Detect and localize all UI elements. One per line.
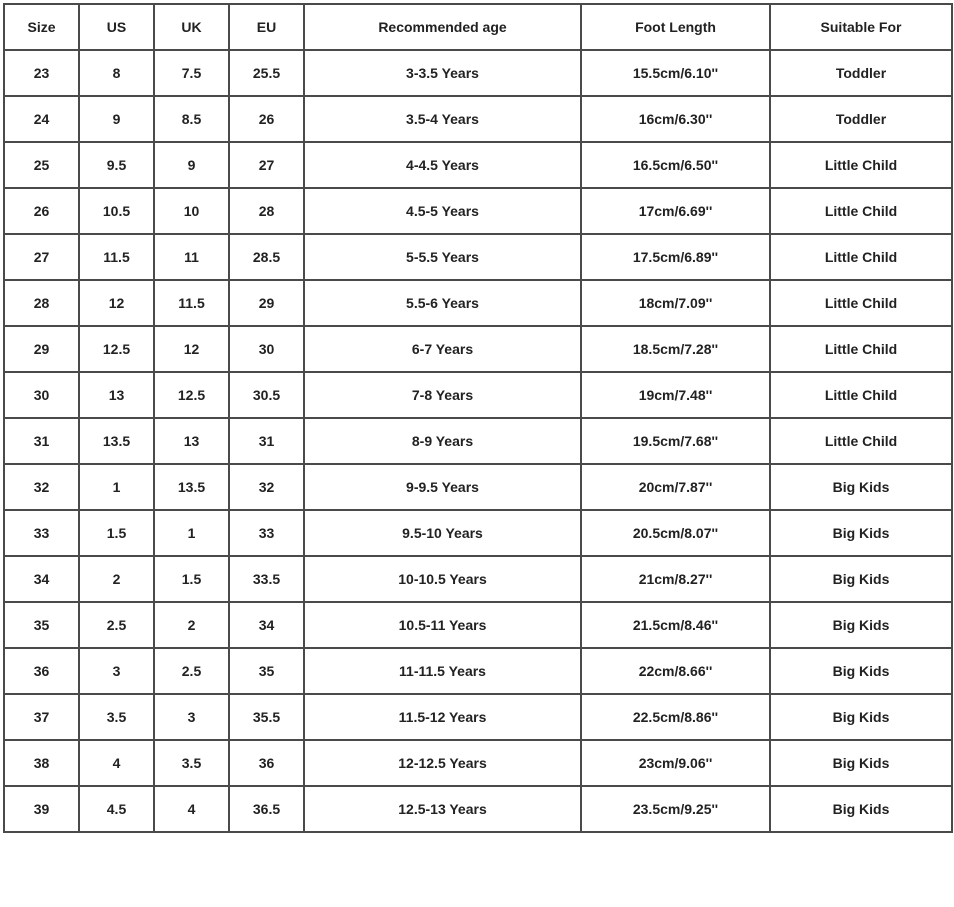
cell-size: 39 xyxy=(4,786,79,832)
cell-size: 33 xyxy=(4,510,79,556)
cell-us: 11.5 xyxy=(79,234,154,280)
cell-suitable-for: Toddler xyxy=(770,96,952,142)
table-row xyxy=(4,234,952,280)
cell-uk: 2.5 xyxy=(154,648,229,694)
cell-suitable-for: Little Child xyxy=(770,234,952,280)
header-row xyxy=(4,4,952,50)
cell-foot-length: 22.5cm/8.86'' xyxy=(581,694,770,740)
cell-eu: 27 xyxy=(229,142,304,188)
cell-suitable-for: Big Kids xyxy=(770,694,952,740)
cell-eu: 26 xyxy=(229,96,304,142)
cell-uk: 7.5 xyxy=(154,50,229,96)
cell-foot-length: 21.5cm/8.46'' xyxy=(581,602,770,648)
header-uk: UK xyxy=(154,4,229,50)
table-row xyxy=(4,280,952,326)
cell-suitable-for: Little Child xyxy=(770,418,952,464)
cell-size: 28 xyxy=(4,280,79,326)
table-row xyxy=(4,142,952,188)
cell-foot-length: 17.5cm/6.89'' xyxy=(581,234,770,280)
cell-eu: 30 xyxy=(229,326,304,372)
cell-recommended-age: 9.5-10 Years xyxy=(304,510,581,556)
cell-eu: 30.5 xyxy=(229,372,304,418)
table-row xyxy=(4,326,952,372)
cell-recommended-age: 5.5-6 Years xyxy=(304,280,581,326)
cell-size: 23 xyxy=(4,50,79,96)
cell-eu: 35 xyxy=(229,648,304,694)
cell-us: 4.5 xyxy=(79,786,154,832)
cell-us: 12.5 xyxy=(79,326,154,372)
cell-foot-length: 16.5cm/6.50'' xyxy=(581,142,770,188)
cell-suitable-for: Big Kids xyxy=(770,510,952,556)
cell-us: 1.5 xyxy=(79,510,154,556)
cell-eu: 29 xyxy=(229,280,304,326)
cell-foot-length: 22cm/8.66'' xyxy=(581,648,770,694)
cell-eu: 36.5 xyxy=(229,786,304,832)
cell-size: 30 xyxy=(4,372,79,418)
cell-recommended-age: 12-12.5 Years xyxy=(304,740,581,786)
header-foot-length: Foot Length xyxy=(581,4,770,50)
header-recommended-age: Recommended age xyxy=(304,4,581,50)
cell-recommended-age: 5-5.5 Years xyxy=(304,234,581,280)
cell-recommended-age: 8-9 Years xyxy=(304,418,581,464)
cell-eu: 28.5 xyxy=(229,234,304,280)
cell-uk: 13.5 xyxy=(154,464,229,510)
cell-suitable-for: Big Kids xyxy=(770,556,952,602)
cell-foot-length: 21cm/8.27'' xyxy=(581,556,770,602)
table-row xyxy=(4,786,952,832)
cell-size: 35 xyxy=(4,602,79,648)
cell-recommended-age: 3-3.5 Years xyxy=(304,50,581,96)
cell-us: 4 xyxy=(79,740,154,786)
cell-foot-length: 16cm/6.30'' xyxy=(581,96,770,142)
cell-recommended-age: 10.5-11 Years xyxy=(304,602,581,648)
cell-eu: 32 xyxy=(229,464,304,510)
cell-uk: 4 xyxy=(154,786,229,832)
cell-eu: 34 xyxy=(229,602,304,648)
cell-us: 9 xyxy=(79,96,154,142)
cell-us: 3 xyxy=(79,648,154,694)
cell-foot-length: 18cm/7.09'' xyxy=(581,280,770,326)
cell-recommended-age: 12.5-13 Years xyxy=(304,786,581,832)
cell-suitable-for: Little Child xyxy=(770,188,952,234)
cell-recommended-age: 11.5-12 Years xyxy=(304,694,581,740)
cell-uk: 9 xyxy=(154,142,229,188)
cell-suitable-for: Big Kids xyxy=(770,602,952,648)
cell-suitable-for: Little Child xyxy=(770,372,952,418)
cell-recommended-age: 7-8 Years xyxy=(304,372,581,418)
cell-recommended-age: 9-9.5 Years xyxy=(304,464,581,510)
cell-us: 13 xyxy=(79,372,154,418)
cell-uk: 10 xyxy=(154,188,229,234)
cell-eu: 35.5 xyxy=(229,694,304,740)
cell-size: 38 xyxy=(4,740,79,786)
cell-us: 2 xyxy=(79,556,154,602)
cell-recommended-age: 4.5-5 Years xyxy=(304,188,581,234)
cell-uk: 8.5 xyxy=(154,96,229,142)
header-size: Size xyxy=(4,4,79,50)
header-suitable-for: Suitable For xyxy=(770,4,952,50)
cell-size: 25 xyxy=(4,142,79,188)
cell-recommended-age: 11-11.5 Years xyxy=(304,648,581,694)
cell-foot-length: 23.5cm/9.25'' xyxy=(581,786,770,832)
cell-eu: 33.5 xyxy=(229,556,304,602)
cell-suitable-for: Big Kids xyxy=(770,786,952,832)
table-row xyxy=(4,740,952,786)
cell-size: 37 xyxy=(4,694,79,740)
cell-foot-length: 20.5cm/8.07'' xyxy=(581,510,770,556)
cell-uk: 13 xyxy=(154,418,229,464)
cell-us: 12 xyxy=(79,280,154,326)
cell-us: 2.5 xyxy=(79,602,154,648)
cell-us: 3.5 xyxy=(79,694,154,740)
cell-size: 36 xyxy=(4,648,79,694)
cell-suitable-for: Little Child xyxy=(770,142,952,188)
table-row xyxy=(4,648,952,694)
cell-uk: 11.5 xyxy=(154,280,229,326)
cell-uk: 11 xyxy=(154,234,229,280)
size-chart-table xyxy=(3,3,953,833)
cell-uk: 3 xyxy=(154,694,229,740)
cell-eu: 33 xyxy=(229,510,304,556)
cell-recommended-age: 4-4.5 Years xyxy=(304,142,581,188)
table-row xyxy=(4,418,952,464)
cell-uk: 3.5 xyxy=(154,740,229,786)
cell-recommended-age: 6-7 Years xyxy=(304,326,581,372)
header-us: US xyxy=(79,4,154,50)
cell-foot-length: 15.5cm/6.10'' xyxy=(581,50,770,96)
cell-eu: 25.5 xyxy=(229,50,304,96)
table-row xyxy=(4,694,952,740)
cell-recommended-age: 10-10.5 Years xyxy=(304,556,581,602)
cell-suitable-for: Big Kids xyxy=(770,464,952,510)
cell-foot-length: 17cm/6.69'' xyxy=(581,188,770,234)
cell-uk: 1.5 xyxy=(154,556,229,602)
cell-size: 32 xyxy=(4,464,79,510)
cell-suitable-for: Little Child xyxy=(770,326,952,372)
cell-size: 24 xyxy=(4,96,79,142)
table-row xyxy=(4,96,952,142)
cell-foot-length: 20cm/7.87'' xyxy=(581,464,770,510)
header-eu: EU xyxy=(229,4,304,50)
table-row xyxy=(4,602,952,648)
cell-suitable-for: Little Child xyxy=(770,280,952,326)
table-row xyxy=(4,556,952,602)
table-row xyxy=(4,372,952,418)
cell-suitable-for: Big Kids xyxy=(770,648,952,694)
cell-us: 13.5 xyxy=(79,418,154,464)
cell-us: 1 xyxy=(79,464,154,510)
cell-foot-length: 19cm/7.48'' xyxy=(581,372,770,418)
cell-size: 31 xyxy=(4,418,79,464)
cell-size: 29 xyxy=(4,326,79,372)
cell-us: 9.5 xyxy=(79,142,154,188)
table-row xyxy=(4,188,952,234)
table-row xyxy=(4,50,952,96)
cell-foot-length: 18.5cm/7.28'' xyxy=(581,326,770,372)
cell-uk: 12.5 xyxy=(154,372,229,418)
cell-us: 8 xyxy=(79,50,154,96)
cell-recommended-age: 3.5-4 Years xyxy=(304,96,581,142)
cell-uk: 2 xyxy=(154,602,229,648)
cell-size: 34 xyxy=(4,556,79,602)
table-body xyxy=(4,50,952,832)
cell-foot-length: 23cm/9.06'' xyxy=(581,740,770,786)
table-row xyxy=(4,510,952,556)
cell-us: 10.5 xyxy=(79,188,154,234)
cell-suitable-for: Toddler xyxy=(770,50,952,96)
cell-eu: 28 xyxy=(229,188,304,234)
cell-uk: 1 xyxy=(154,510,229,556)
cell-size: 27 xyxy=(4,234,79,280)
cell-uk: 12 xyxy=(154,326,229,372)
cell-suitable-for: Big Kids xyxy=(770,740,952,786)
cell-foot-length: 19.5cm/7.68'' xyxy=(581,418,770,464)
cell-eu: 36 xyxy=(229,740,304,786)
cell-size: 26 xyxy=(4,188,79,234)
cell-eu: 31 xyxy=(229,418,304,464)
table-row xyxy=(4,464,952,510)
